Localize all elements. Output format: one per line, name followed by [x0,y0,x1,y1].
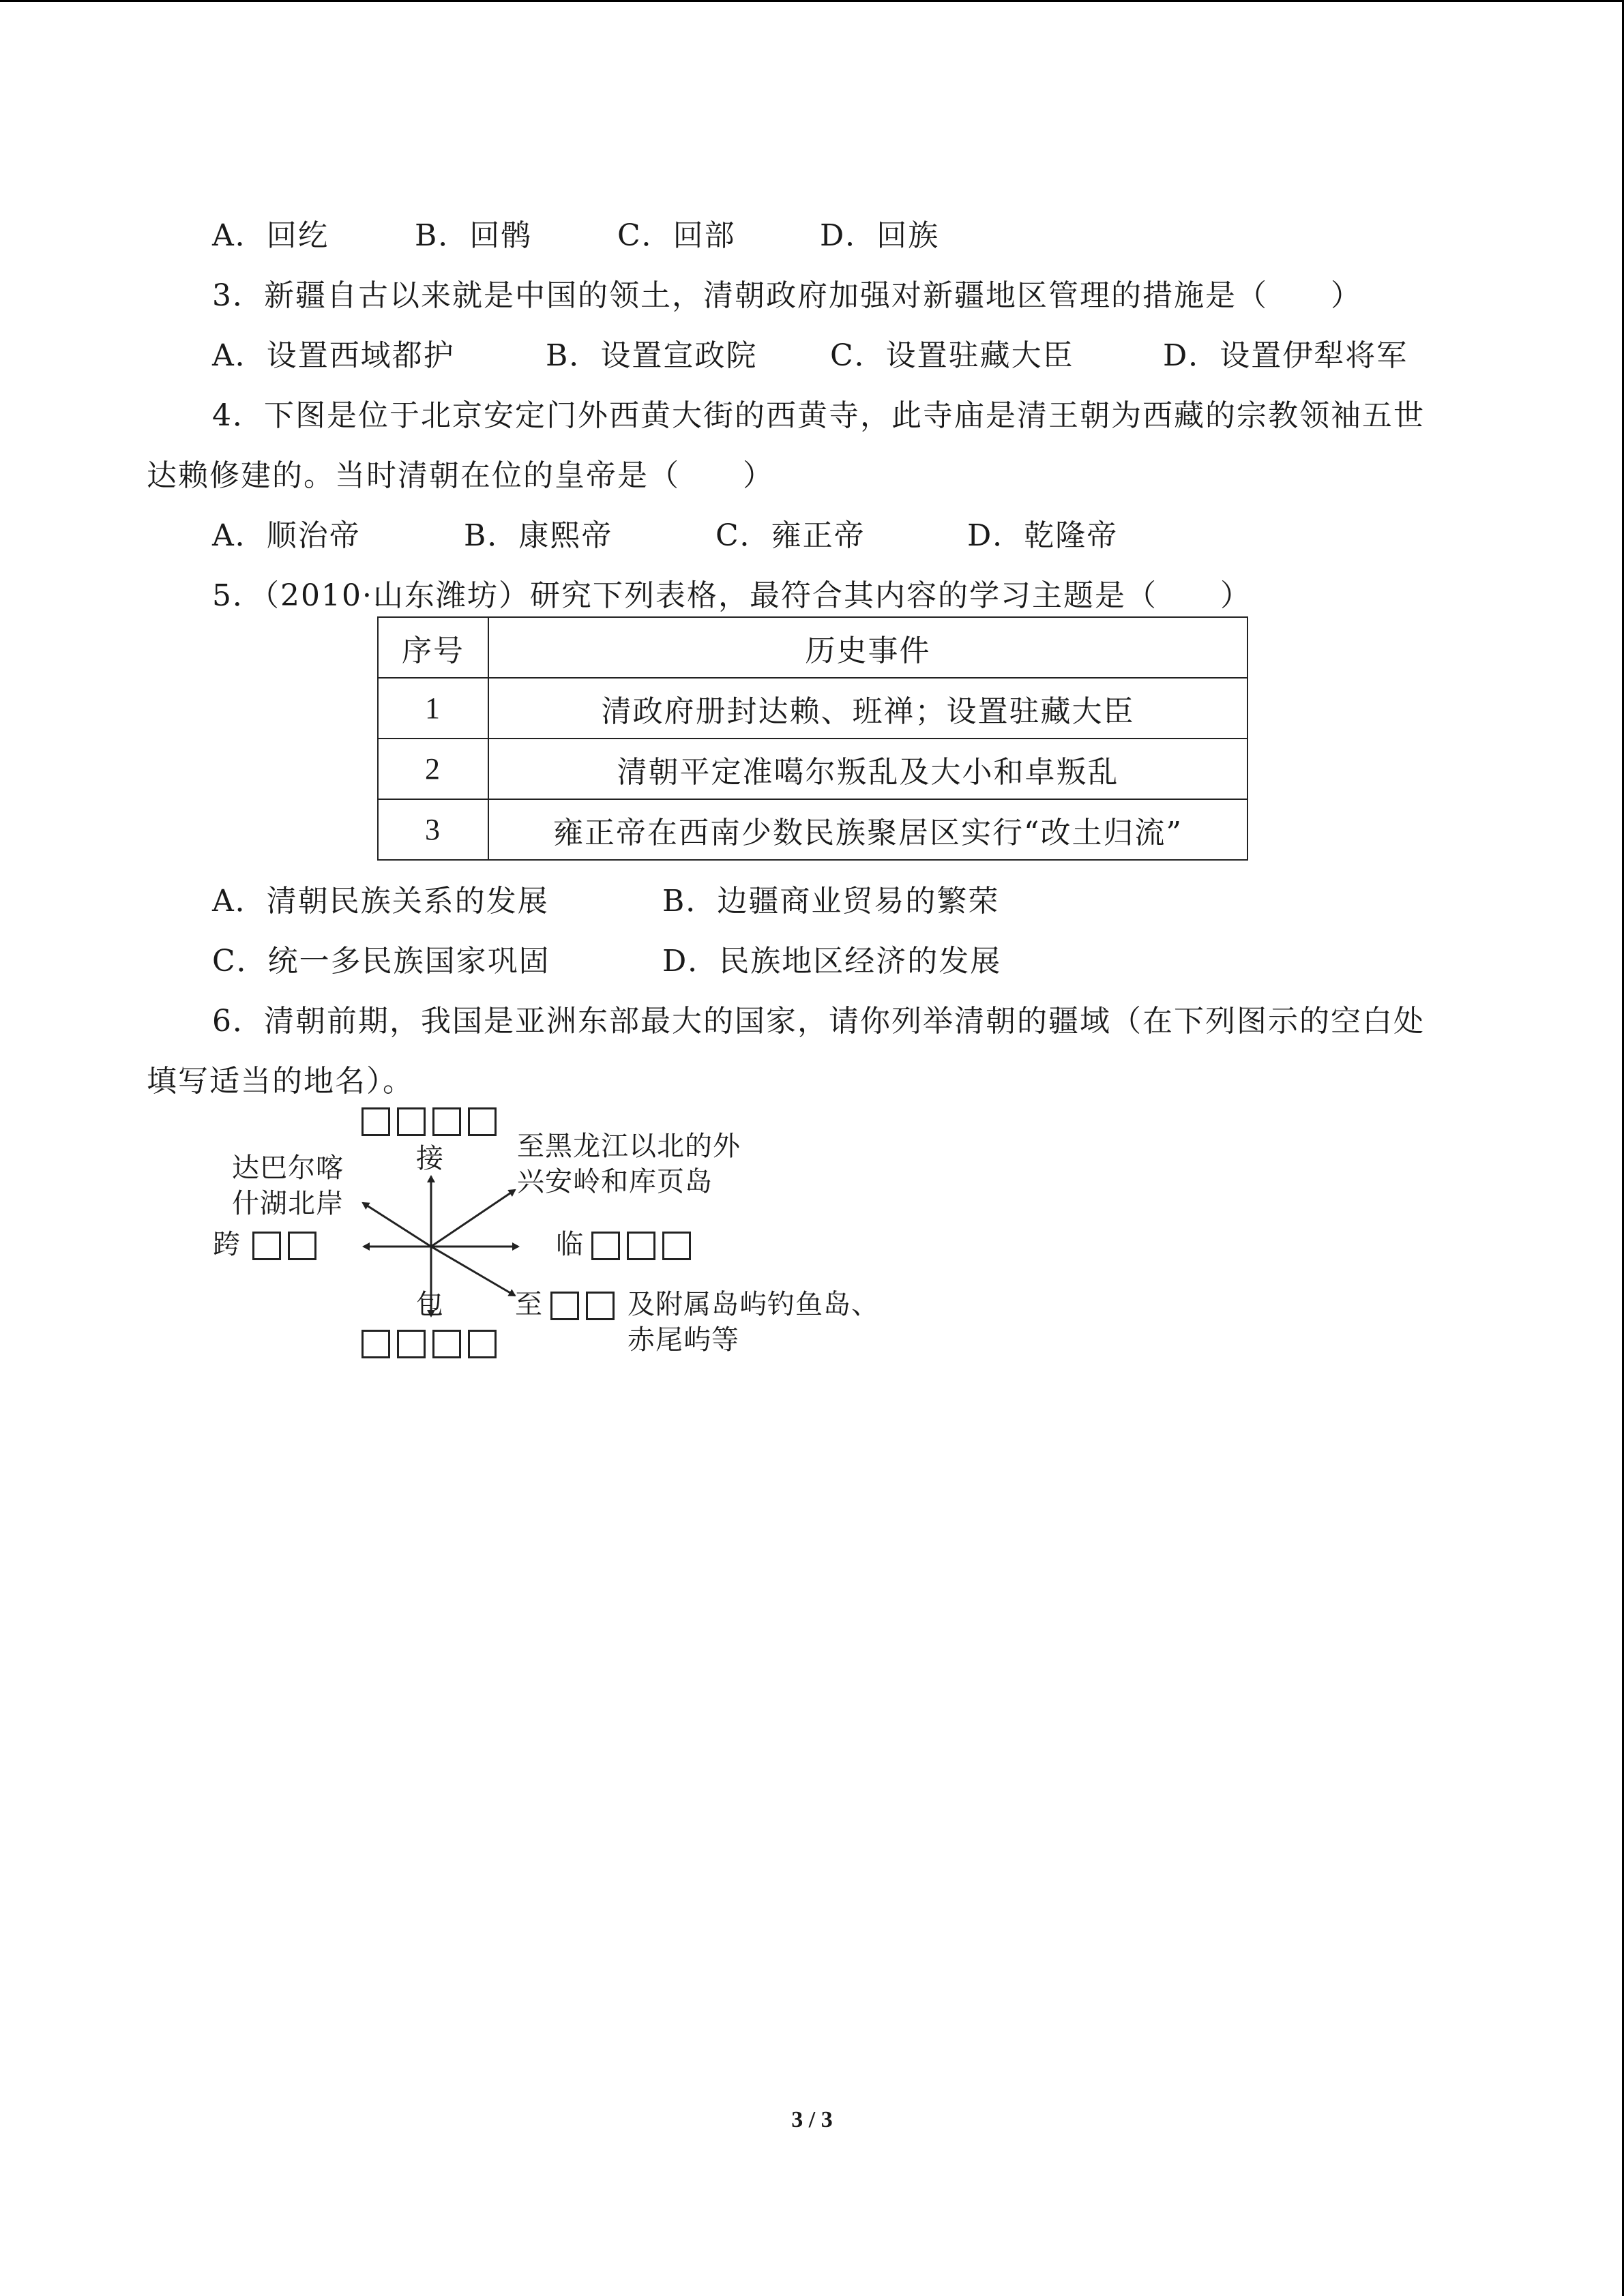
label-east: 临 [556,1229,584,1260]
option-c[interactable]: C．设置驻藏大臣 [830,338,1074,373]
option-a[interactable]: A．清朝民族关系的发展 [212,884,549,919]
option-d[interactable]: D．民族地区经济的发展 [662,944,1002,979]
option-a[interactable]: A．设置西域都护 [212,338,455,373]
blank-box[interactable] [361,1107,390,1136]
option-c[interactable]: C．统一多民族国家巩固 [212,944,550,979]
blank-box[interactable] [432,1107,461,1136]
arrow-northeast [431,1190,515,1247]
label-southeast-line-2: 赤尾屿等 [628,1324,739,1356]
label-southeast-prefix: 至 [515,1289,543,1320]
option-b[interactable]: B．边疆商业贸易的繁荣 [662,884,1000,919]
table-cell-number: 3 [378,799,488,860]
question-stem-line-2: 填写适当的地名）。 [147,1064,414,1099]
label-southeast-line-1: 及附属岛屿钓鱼岛、 [628,1289,879,1320]
label-south: 包 [416,1289,444,1320]
label-northeast-line-2: 兴安岭和库页岛 [517,1166,713,1197]
table-cell-event: 雍正帝在西南少数民族聚居区实行“改土归流” [488,799,1247,860]
blank-box[interactable] [627,1232,655,1260]
option-c[interactable]: C．回部 [617,218,736,253]
question-stem-line-1: 4．下图是位于北京安定门外西黄大街的西黄寺，此寺庙是清王朝为西藏的宗教领袖五世 [212,398,1425,433]
blank-box[interactable] [361,1330,390,1358]
blank-box[interactable] [432,1330,461,1358]
question-stem-line-1: 6．清朝前期，我国是亚洲东部最大的国家，请你列举清朝的疆域（在下列图示的空白处 [212,1004,1425,1039]
table-cell-event: 清政府册封达赖、班禅；设置驻藏大臣 [488,678,1247,739]
table-cell-event: 清朝平定准噶尔叛乱及大小和卓叛乱 [488,739,1247,799]
arrow-northwest [363,1203,431,1247]
table-header-cell: 历史事件 [488,617,1247,678]
option-b[interactable]: B．康熙帝 [464,518,613,553]
option-b[interactable]: B．回鹘 [415,218,533,253]
option-c[interactable]: C．雍正帝 [715,518,866,553]
option-a[interactable]: A．顺治帝 [212,518,361,553]
blank-box[interactable] [288,1232,316,1260]
page-number: 3 / 3 [791,2107,833,2132]
blank-box[interactable] [662,1232,691,1260]
question-stem: 5．（2010·山东潍坊）研究下列表格，最符合其内容的学习主题是（ ） [212,578,1252,613]
option-d[interactable]: D．回族 [820,218,940,253]
blank-box[interactable] [397,1107,426,1136]
label-west: 跨 [213,1229,241,1260]
blank-box[interactable] [252,1232,281,1260]
blank-box[interactable] [591,1232,620,1260]
option-d[interactable]: D．设置伊犁将军 [1163,338,1408,373]
label-northeast-line-1: 至黑龙江以北的外 [517,1131,741,1162]
blank-box[interactable] [550,1292,579,1320]
question-stem-line-2: 达赖修建的。当时清朝在位的皇帝是（ ） [147,458,774,493]
label-northwest-line-2: 什湖北岸 [232,1188,344,1219]
question-stem: 3．新疆自古以来就是中国的领土，清朝政府加强对新疆地区管理的措施是（ ） [212,278,1362,313]
blank-box[interactable] [397,1330,426,1358]
label-north: 接 [416,1143,444,1174]
blank-box[interactable] [586,1292,615,1320]
option-a[interactable]: A．回纥 [212,218,329,253]
blank-box[interactable] [468,1330,497,1358]
table-header-cell: 序号 [378,617,488,678]
blank-box[interactable] [468,1107,497,1136]
label-northwest-line-1: 达巴尔喀 [232,1152,344,1184]
option-b[interactable]: B．设置宣政院 [546,338,758,373]
table-cell-number: 1 [378,678,488,739]
table-cell-number: 2 [378,739,488,799]
option-d[interactable]: D．乾隆帝 [967,518,1119,553]
